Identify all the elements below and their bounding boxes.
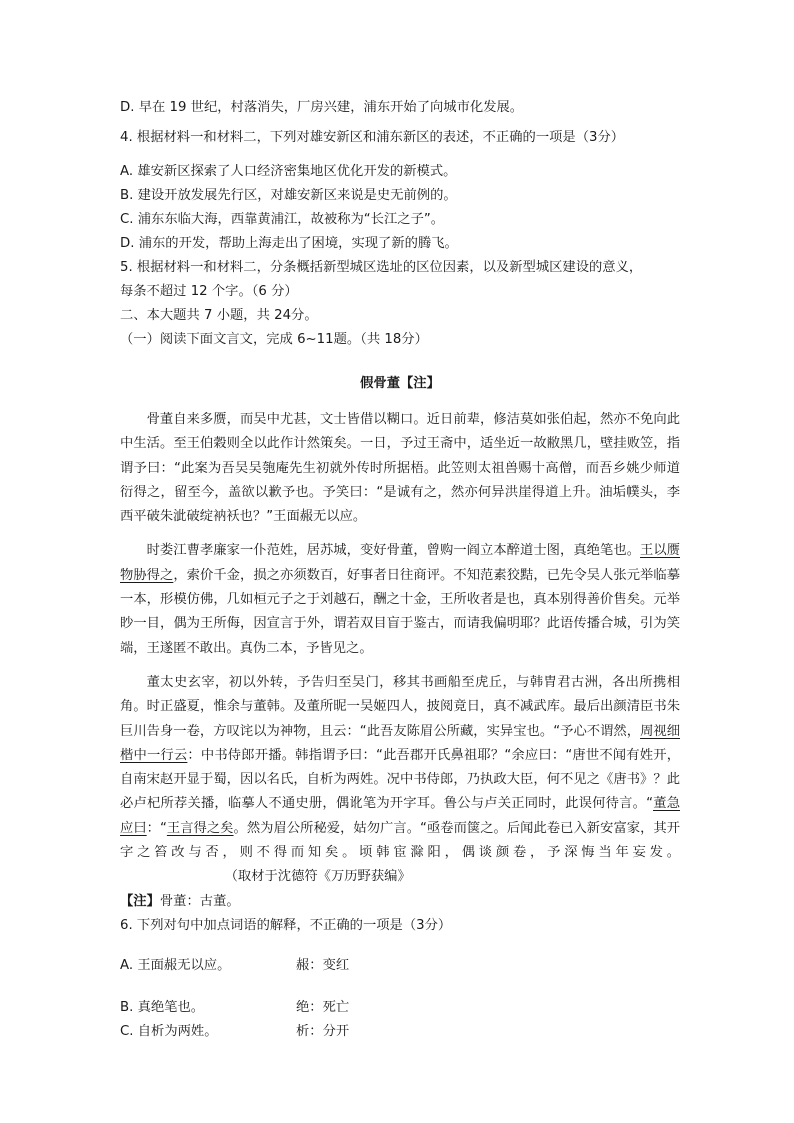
- q6-options: [120, 954, 680, 1044]
- p3-text-c: ：“: [146, 820, 167, 836]
- p3-underlined-sentence-2: 董急应曰: [120, 796, 680, 836]
- q4-stem: 4. 根据材料一和材料二，下列对雄安新区和浦东新区的表述，不正确的一项是（3分）: [120, 130, 625, 145]
- p2-underlined-sentence: 王以赝物胁得之: [120, 543, 681, 583]
- article-title: 假骨董【注】: [360, 376, 440, 391]
- q6-option-a: [120, 954, 680, 978]
- p3-text-d: 。然为眉公所秘爱，姑勿广言。“亟卷而箧之。后闻此卷已入新安富家，其开字之笞改与否，则不得而知矣。顷韩宦滁阳，偶谈颜卷，予深悔当年妄发。: [120, 820, 681, 861]
- q6-option-b-sentence: B. 真绝笔也。: [120, 999, 205, 1015]
- q4-options: [120, 160, 680, 256]
- footnote-label: 【注】: [120, 893, 160, 909]
- p3-text-a: 董太史玄宰，初以外转，予告归至吴门，移其书画船至虎丘，与韩胄君古洲，各出所携相角。时正盛夏，惟余与董韩。及董所昵一吴姬四人，披阅竟日，真不减武库。最后出颜清臣书朱巨川告身一卷，方叹诧以为神物，且云：“此吾友陈眉公所藏，实异宝也。“予心不谓然，: [120, 674, 680, 739]
- p2-text-b: ，索价千金，损之亦须数百，好事者日往商评。不知范素狡黠，已先令吴人张元举临摹一本，形模仿佛，几如桓元子之于刘越石，酬之十金，王所收者是也，真本别得善价售矣。元举眇一目，偶为王所侮，因宣言于外，谓若双目盲于鉴古，而请我偏明耶？此语传播合城，引为笑端，王遂匿不敢出。真伪二本，予皆见之。: [120, 567, 681, 656]
- p3-underlined-sentence-3: 王言得之矣: [166, 820, 234, 836]
- footnote-text: 骨董：古董。: [159, 893, 240, 909]
- q6-option-a-sentence: A. 王面赧无以应。: [120, 957, 231, 973]
- section-subheading: （一）阅读下面文言文，完成 6~11题。（共 18分）: [120, 332, 428, 347]
- article-paragraph-1: 骨董自来多赝，而吴中尤甚，文士皆借以糊口。近日前辈，修洁莫如张伯起，然亦不免向此中生活。至王伯穀则全以此作计然策矣。一日，予过王斋中，适坐近一故敝黑几，壁挂败笠，指谓予曰：“此案为吾吴吴匏庵先生初就外传时所据梧。此笠则太祖兽赐十高僧，而吾乡姚少师道衍得之，留至今，盖欲以歉予也。予笑曰：“是诚有之，然亦何异洪崖得道上升。油垢幞头，李西平破朱泚破绽衲袄也？”王面赧无以应。: [120, 412, 680, 525]
- q6-option-b: [120, 996, 680, 1020]
- q4-option-d: D. 浦东的开发，帮助上海走出了困境，实现了新的腾飞。: [120, 236, 458, 251]
- p2-text-a: 时娄江曹孝廉家一仆范姓，居苏城，变好骨董，曾购一阎立本醉道士图，真绝笔也。: [146, 543, 641, 559]
- section-heading: 二、本大题共 7 小题，共 24分。: [120, 308, 318, 323]
- q4-option-a: A. 雄安新区探索了人口经济密集地区优化开发的新模式。: [120, 164, 457, 179]
- footnote: [120, 890, 680, 914]
- q6-option-c-gloss: 析：分开: [296, 1023, 350, 1039]
- q6-stem: 6. 下列对句中加点词语的解释，不正确的一项是（3分）: [120, 917, 452, 933]
- p3-underlined-sentence-1: 周视细楷中一行云: [120, 723, 681, 763]
- article-paragraph-3: [120, 671, 680, 890]
- q6-option-c-sentence: C. 自析为两姓。: [120, 1023, 218, 1039]
- q4-option-c: C. 浦东东临大海，西靠黄浦江，故被称为“长江之子”。: [120, 212, 445, 227]
- q6-option-c: [120, 1020, 680, 1044]
- article-source: （取材于沈德符《万历野获编》: [224, 869, 411, 885]
- q5-stem-line1: 5. 根据材料一和材料二，分条概括新型城区选址的区位因素，以及新型城区建设的意义，: [120, 260, 643, 275]
- q3-option-d: D. 早在 19 世纪，村落消失，厂房兴建，浦东开始了向城市化发展。: [120, 100, 524, 115]
- article-paragraph-2: [120, 539, 680, 660]
- p3-text-b: ：中书侍郎开播。韩指谓予曰：“此吾郡开氏鼻祖耶？“余应曰：“唐世不闻有姓开，自南宋赵开显于蜀，因以名氏，自析为两姓。况中书侍郎，乃执政大臣，何不见之《唐书》？此必卢杞所荐关播，临摹人不通史册，偶讹笔为开字耳。鲁公与卢关正同时，此误何待言。“: [120, 747, 680, 812]
- q6-option-a-gloss: 赧：变红: [296, 957, 350, 973]
- document-page: [120, 96, 680, 1044]
- q6-option-b-gloss: 绝：死亡: [296, 999, 350, 1015]
- q4-option-b: B. 建设开放发展先行区，对雄安新区来说是史无前例的。: [120, 188, 457, 203]
- q5-stem-line2: 每条不超过 12 个字。（6 分）: [120, 284, 298, 299]
